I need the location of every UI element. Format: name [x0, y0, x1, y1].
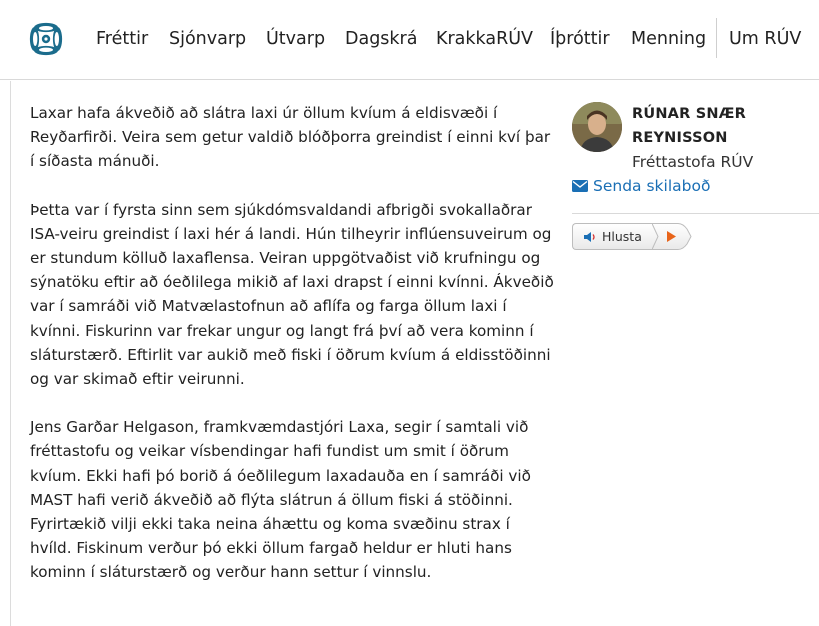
author-divider	[572, 213, 819, 214]
nav-item-sjonvarp[interactable]: Sjónvarp	[169, 29, 247, 49]
author-avatar[interactable]	[572, 102, 622, 152]
nav-item-dagskra[interactable]: Dagskrá	[345, 29, 418, 49]
site-header	[0, 0, 819, 80]
listen-label-box[interactable]	[572, 223, 652, 250]
send-message-label: Senda skilaboð	[593, 177, 711, 195]
ruv-logo-icon[interactable]	[26, 19, 66, 59]
article-body	[30, 101, 555, 609]
article-paragraph: Þetta var í fyrsta sinn sem sjúkdómsvaldandi afbrigði svokallaðrar ISA-veiru greindist í laxi hér á landi. Hún tilheyrir inflúensuveirum og er stundum kölluð laxaflensa. Veiran uppgötvaðist við krufningu og sýnatöku eftir að óeðlilega mikið af laxi drapst í einni kvínni. Ákveðið var í samráði við Matvælastofnun að aflífa og farga öllum laxi í kvínni. Fiskurinn var frekar ungur og langt frá því að vera kominn í sláturstærð. Eftirlit var aukið með fiski í öðrum kvíum á eldisstöðinni og var skimað eftir veirunni.	[30, 200, 554, 389]
nav-item-utvarp[interactable]: Útvarp	[266, 29, 326, 49]
nav-item-um-ruv[interactable]: Um RÚV	[729, 29, 802, 49]
listen-button[interactable]	[572, 223, 692, 250]
send-message-link[interactable]	[572, 174, 710, 198]
nav-divider	[716, 18, 717, 58]
author-photo-icon	[572, 102, 622, 152]
envelope-icon	[572, 180, 588, 192]
author-organization: Fréttastofa RÚV	[632, 153, 754, 171]
nav-item-ithrottir[interactable]: Íþróttir	[550, 29, 610, 49]
listen-label: Hlusta	[602, 229, 642, 244]
speaker-icon	[583, 230, 597, 244]
nav-item-frettir[interactable]: Fréttir	[96, 29, 149, 49]
play-icon[interactable]	[652, 223, 692, 250]
nav-item-krakkaruv[interactable]: KrakkaRÚV	[436, 29, 534, 49]
content-border	[10, 81, 11, 626]
article-paragraph: Laxar hafa ákveðið að slátra laxi úr öllum kvíum á eldisvæði í Reyðarfirði. Veira sem getur valdið blóðþorra greindist í einni kví þar í síðasta mánuði.	[30, 104, 551, 171]
nav-item-menning[interactable]: Menning	[631, 29, 707, 49]
article-paragraph: Jens Garðar Helgason, framkvæmdastjóri Laxa, segir í samtali við fréttastofu og veikar vísbendingar hafi fundist um smit í öðrum kvíum. Ekki hafi þó borið á óeðlilegum laxadauða en í samráði við MAST hafi verið ákveðið að flýta slátrun á öllum fiski á stöðinni. Fyrirtækið vilji ekki taka neina áhættu og koma svæðinu strax í hvíld. Fiskinum verður þó ekki öllum fargað heldur er hluti hans kominn í sláturstærð og verður hann settur í vinnslu.	[30, 418, 531, 582]
author-name[interactable]: RÚNAR SNÆR REYNISSON	[632, 106, 746, 146]
